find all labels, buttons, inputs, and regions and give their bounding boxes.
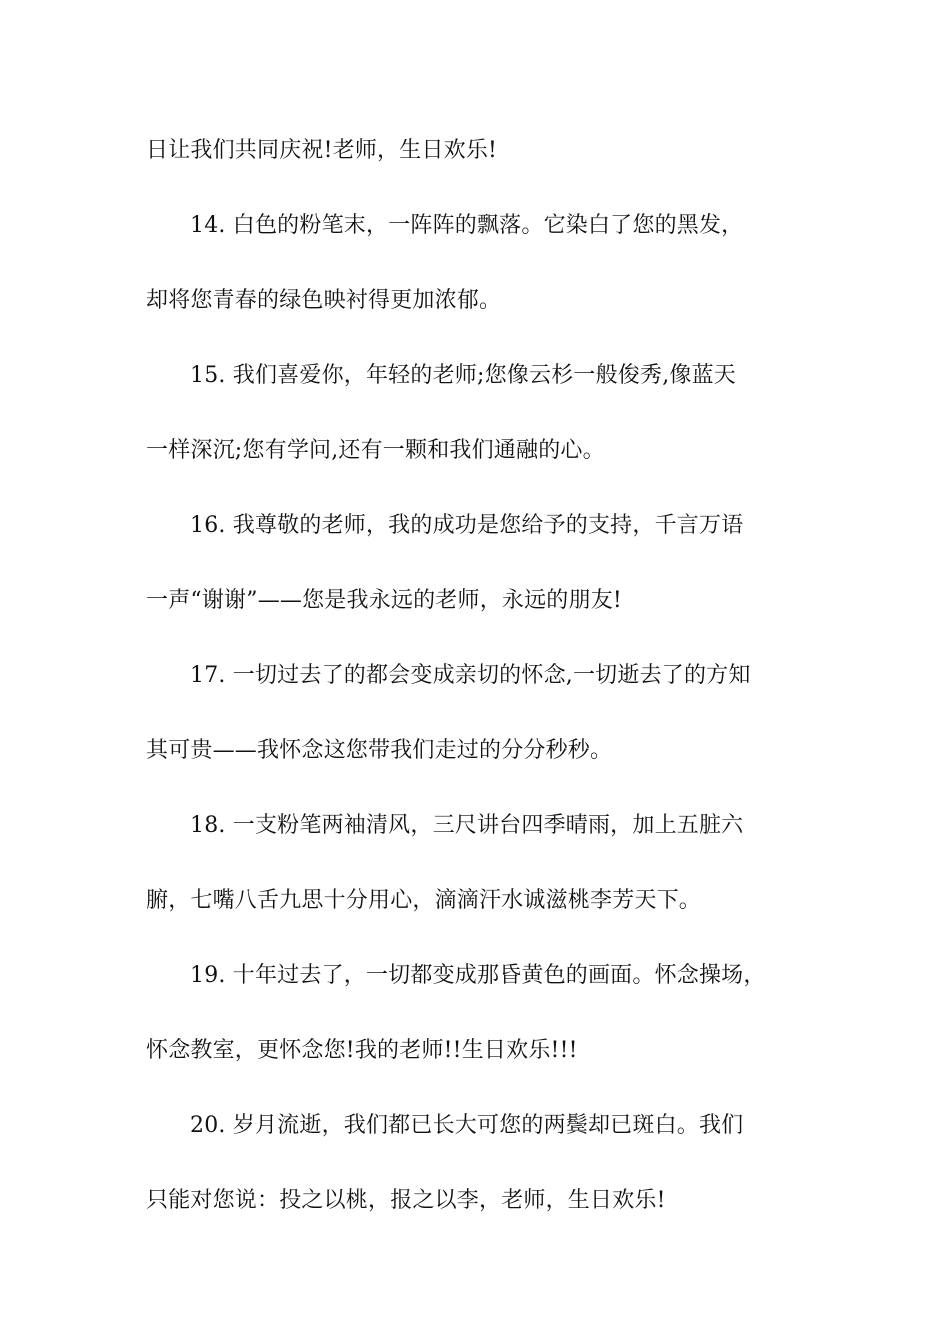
- text-line-16-start: 16. 我尊敬的老师，我的成功是您给予的支持，千言万语: [190, 513, 744, 538]
- text-line: 其可贵——我怀念这您带我们走过的分分秒秒。: [146, 738, 613, 763]
- text-line: 怀念教室，更怀念您!我的老师!!生日欢乐!!!: [146, 1038, 578, 1063]
- text-line-20-start: 20. 岁月流逝，我们都已长大可您的两鬓却已斑白。我们: [190, 1113, 744, 1138]
- text-line: 日让我们共同庆祝!老师，生日欢乐!: [146, 138, 498, 163]
- text-line: 腑，七嘴八舌九思十分用心，滴滴汗水诚滋桃李芳天下。: [146, 888, 702, 913]
- text-line-15-start: 15. 我们喜爱你，年轻的老师;您像云杉一般俊秀,像蓝天: [190, 363, 736, 388]
- text-line: 一声“谢谢”——您是我永远的老师，永远的朋友!: [146, 588, 622, 613]
- text-line: 只能对您说：投之以桃，报之以李，老师，生日欢乐!: [146, 1188, 666, 1213]
- text-line-18-start: 18. 一支粉笔两袖清风，三尺讲台四季晴雨，加上五脏六: [190, 813, 744, 838]
- text-line-17-start: 17. 一切过去了的都会变成亲切的怀念,一切逝去了的方知: [190, 663, 751, 688]
- text-line: 却将您青春的绿色映衬得更加浓郁。: [146, 288, 502, 313]
- text-line-14-start: 14. 白色的粉笔末，一阵阵的飘落。它染白了您的黑发，: [190, 213, 744, 238]
- text-line-19-start: 19. 十年过去了，一切都变成那昏黄色的画面。怀念操场，: [190, 963, 766, 988]
- text-line: 一样深沉;您有学问,还有一颗和我们通融的心。: [146, 438, 605, 463]
